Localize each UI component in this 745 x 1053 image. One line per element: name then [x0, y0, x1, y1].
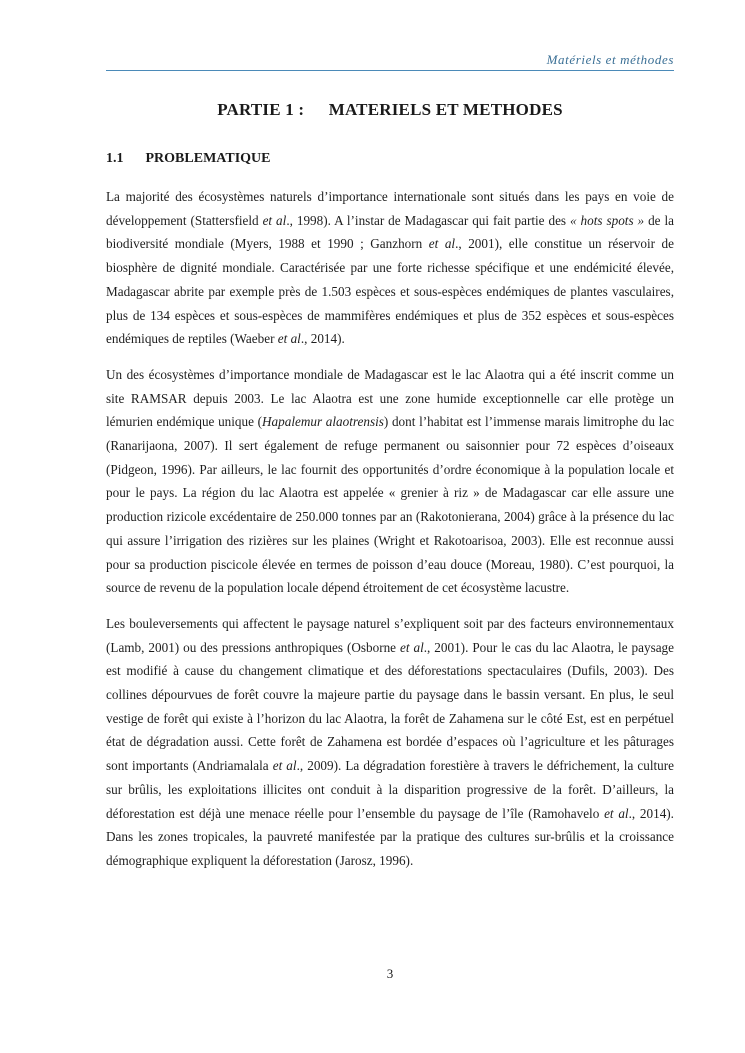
text-run: ., 2014). — [300, 331, 345, 347]
text-run: ) dont l’habitat est l’immense marais limitrophe du lac (Ranarijaona, 2007). Il sert également de refuge permanent ou saisonnier pour 72 espèces d’oiseaux (Pidgeon, 1996). Par ailleurs, le lac fournit des opportunités d’ordre économique à la population locale et pour le pays. La région du lac Alaotra est appelée « grenier à riz » de Madagascar car elle assure une production rizicole excédentaire de 250.000 tonnes par an (Rakotonierana, 2004) grâce à la présence du lac qui assure l’irrigation des rizières sur les plaines (Wright et Rakotoarisoa, 2003). Elle est reconnue aussi pour sa production piscicole élevée en termes de poisson d’eau douce (Moreau, 1980). C’est pourquoi, la source de revenu de la population locale dépend étroitement de cet écosystème lacustre. — [106, 414, 675, 596]
section-title: PROBLEMATIQUE — [145, 151, 271, 166]
text-run: de la biodiversité mondiale (Myers, 1988 et 1990 ; Ganzhorn — [106, 212, 674, 252]
text-run: ., 2001), elle constitue un réservoir de biosphère de dignité mondiale. Caractérisée par une forte richesse spécifique et une endémicité élevée, Madagascar abrite par exemple près de 1.503 espèces et sous-espèces endémiques de plantes vasculaires, plus de 134 espèces et sous-espèces de mammifères endémiques et plus de 352 espèces et sous-espèces endémiques de reptiles (Waeber — [106, 236, 674, 347]
part-name: MATERIELS ET METHODES — [328, 100, 563, 119]
text-run: Un des écosystèmes d’importance mondiale de Madagascar est le lac Alaotra qui a été inscrit comme un site RAMSAR depuis 2003. Le lac Alaotra est une zone humide exceptionnelle car elle protège un lémurien endémique unique ( — [106, 366, 674, 430]
paragraph — [106, 185, 674, 351]
header-rule — [106, 70, 674, 71]
italic-text: « hots spots » — [570, 212, 645, 228]
section-heading — [106, 151, 270, 167]
italic-text: et al — [272, 758, 297, 774]
italic-text: et al — [400, 639, 424, 655]
part-title — [106, 100, 674, 120]
text-run: ., 2001). Pour le cas du lac Alaotra, le paysage est modifié à cause du changement climatique et des déforestations spectaculaires (Dufils, 2003). Des collines dépourvues de forêt couvre la majeure partie du paysage dans le bassin versant. En plus, le seul vestige de forêt qui existe à l’horizon du lac Alaotra, la forêt de Zahamena sur le côté Est, est en perpétuel état de dégradation aussi. Cette forêt de Zahamena est bordée d’espaces où l’agriculture et les pâturages sont importants (Andriamalala — [106, 639, 674, 774]
page-number: 3 — [386, 966, 394, 981]
body-text — [106, 185, 674, 885]
italic-text: et al — [604, 805, 629, 821]
italic-text: et al — [262, 212, 287, 228]
section-number: 1.1 — [106, 151, 124, 166]
italic-text: et al — [428, 236, 456, 252]
text-run: Les bouleversements qui affectent le paysage naturel s’expliquent soit par des facteurs environnementaux (Lamb, 2001) ou des pressions anthropiques (Osborne — [106, 615, 674, 655]
paragraph — [106, 363, 674, 600]
italic-text: et al — [277, 331, 301, 347]
text-run: La majorité des écosystèmes naturels d’importance internationale sont situés dans les pays en voie de développement (Stattersfield — [106, 189, 674, 228]
running-header: Matériels et méthodes — [546, 52, 674, 67]
text-run: ., 2009). La dégradation forestière à travers le défrichement, la culture sur brûlis, les exploitations illicites ont conduit à la disparition progressive de la forêt. D’ailleurs, la déforestation est déjà une menace réelle pour l’ensemble du paysage de l’île (Ramohavelo — [106, 758, 674, 821]
text-run: ., 2014). Dans les zones tropicales, la pauvreté manifestée par la pratique des cultures sur-brûlis et la croissance démographique expliquent la déforestation (Jarosz, 1996). — [106, 805, 674, 868]
paragraph — [106, 612, 674, 873]
italic-text: Hapalemur alaotrensis — [262, 414, 384, 430]
part-label: PARTIE 1 : — [217, 100, 305, 119]
text-run: ., 1998). A l’instar de Madagascar qui fait partie des — [286, 212, 571, 228]
